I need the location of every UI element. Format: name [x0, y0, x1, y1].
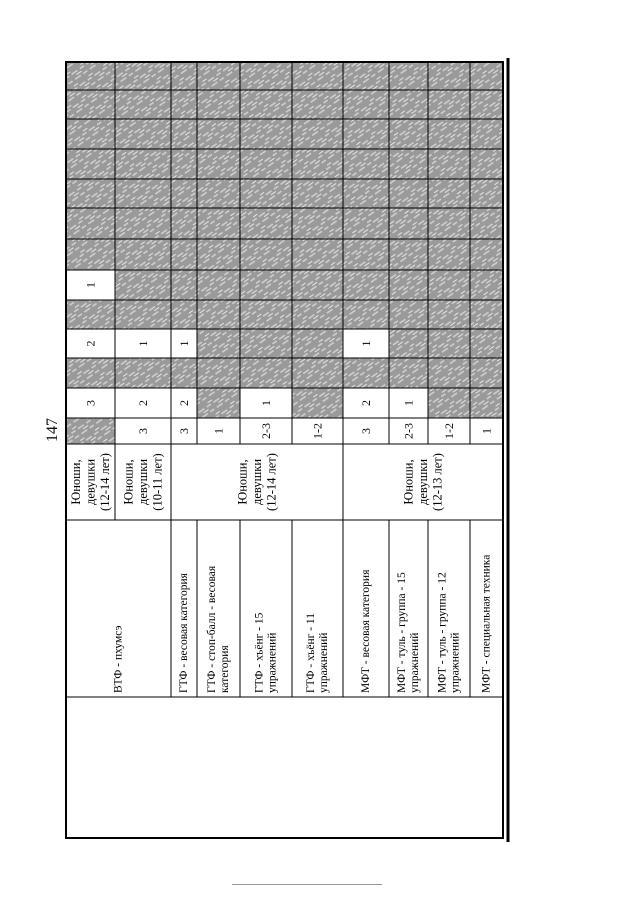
grid-cell — [240, 62, 292, 90]
grid-cell — [470, 329, 503, 358]
grid-cell — [389, 300, 428, 329]
grid-cell — [292, 239, 343, 270]
event-label — [206, 565, 231, 693]
grid-cell — [66, 208, 115, 239]
cell-value: 1 — [259, 400, 273, 406]
grid-cell — [66, 119, 115, 149]
grid-cell — [343, 179, 389, 208]
cell-value: 2-3 — [259, 423, 273, 439]
grid-cell — [343, 90, 389, 119]
grid-cell — [66, 300, 115, 329]
grid-cell — [171, 62, 197, 90]
age-group-label — [402, 453, 445, 511]
svg-text:(12-14 лет): (12-14 лет) — [97, 453, 112, 511]
grid-cell — [428, 329, 470, 358]
grid-cell — [389, 149, 428, 179]
event-label — [481, 555, 493, 693]
grid-cell — [470, 119, 503, 149]
svg-text:девушки: девушки — [416, 458, 430, 506]
grid-cell — [389, 239, 428, 270]
grid-cell — [240, 329, 292, 358]
svg-text:МФТ - туль - группа - 15: МФТ - туль - группа - 15 — [395, 572, 408, 693]
grid-cell — [171, 149, 197, 179]
svg-text:ВТФ - пхумсэ: ВТФ - пхумсэ — [112, 625, 125, 693]
grid-cell — [171, 358, 197, 388]
grid-cell — [197, 358, 240, 388]
svg-text:упражнений: упражнений — [409, 632, 422, 693]
svg-text:упражнений: упражнений — [266, 632, 279, 693]
svg-text:ГТФ - стоп-балл - весовая: ГТФ - стоп-балл - весовая — [205, 565, 218, 693]
event-label — [253, 612, 278, 693]
svg-text:(12-13 лет): (12-13 лет) — [430, 453, 445, 511]
cell-value: 2 — [83, 340, 98, 347]
grid-cell — [197, 90, 240, 119]
grid-cell — [343, 208, 389, 239]
svg-text:ГТФ - весовая категория: ГТФ - весовая категория — [178, 573, 190, 693]
grid-cell — [292, 329, 343, 358]
grid-cell — [197, 329, 240, 358]
cell-value: 1-2 — [310, 423, 325, 439]
grid-cell — [343, 270, 389, 300]
grid-cell — [292, 358, 343, 388]
grid-cell — [115, 208, 171, 239]
cell-value: 3 — [83, 400, 98, 406]
grid-cell — [470, 239, 503, 270]
grid-cell — [171, 270, 197, 300]
grid-cell — [240, 208, 292, 239]
grid-cell — [343, 62, 389, 90]
grid-cell — [197, 388, 240, 418]
event-label — [360, 569, 372, 693]
grid-cell — [470, 149, 503, 179]
grid-cell — [389, 62, 428, 90]
grid-cell — [197, 62, 240, 90]
grid-cell — [197, 179, 240, 208]
svg-text:упражнений: упражнений — [318, 632, 331, 693]
cell-value: 1 — [83, 282, 98, 288]
event-label — [436, 572, 461, 693]
grid-cell — [428, 119, 470, 149]
grid-cell — [292, 208, 343, 239]
grid-cell — [428, 388, 470, 418]
grid-cell — [66, 179, 115, 208]
grid-cell — [171, 300, 197, 329]
grid-cell — [240, 90, 292, 119]
grid-cell — [115, 119, 171, 149]
grid-cell — [240, 149, 292, 179]
svg-text:девушки: девушки — [136, 458, 150, 506]
svg-text:Юноши,: Юноши, — [69, 459, 84, 505]
grid-cell — [389, 329, 428, 358]
cell-value: 2-3 — [401, 423, 416, 439]
svg-text:Юноши,: Юноши, — [235, 459, 250, 505]
grid-cell — [343, 149, 389, 179]
age-group-label — [236, 453, 279, 511]
grid-cell — [115, 90, 171, 119]
grid-cell — [389, 270, 428, 300]
grid-cell — [428, 300, 470, 329]
grid-cell — [115, 358, 171, 388]
grid-cell — [171, 179, 197, 208]
grid-cell — [171, 239, 197, 270]
grid-cell — [66, 149, 115, 179]
cell-value: 1 — [401, 400, 416, 406]
cell-value: 3 — [359, 428, 373, 434]
grid-cell — [470, 90, 503, 119]
grid-cell — [389, 358, 428, 388]
grid-cell — [66, 358, 115, 388]
grid-cell — [470, 62, 503, 90]
svg-text:ГТФ - хъёнг - 15: ГТФ - хъёнг - 15 — [253, 612, 266, 693]
event-label — [113, 625, 125, 693]
event-label — [178, 572, 190, 693]
grid-cell — [115, 300, 171, 329]
cell-value: 1 — [359, 340, 373, 347]
grid-cell — [428, 270, 470, 300]
cell-value: 1 — [211, 428, 226, 434]
cell-value: 2 — [177, 400, 191, 406]
age-group-label — [122, 453, 165, 510]
grid-cell — [171, 208, 197, 239]
grid-cell — [428, 358, 470, 388]
grid-cell — [66, 90, 115, 119]
grid-cell — [343, 300, 389, 329]
cell-value: 3 — [136, 428, 150, 434]
grid-cell — [115, 239, 171, 270]
grid-cell — [197, 300, 240, 329]
grid-cell — [343, 239, 389, 270]
cell-value: 3 — [177, 428, 191, 434]
grid-cell — [292, 90, 343, 119]
grid-cell — [115, 179, 171, 208]
grid-cell — [197, 270, 240, 300]
grid-cell — [428, 208, 470, 239]
grid-cell — [470, 300, 503, 329]
svg-text:МФТ - специальная техника: МФТ - специальная техника — [480, 554, 493, 693]
cell-value: 2 — [136, 400, 150, 406]
grid-cell — [66, 418, 115, 444]
svg-text:МФТ - туль - группа - 12: МФТ - туль - группа - 12 — [436, 572, 449, 693]
svg-text:упражнений: упражнений — [449, 632, 462, 693]
grid-cell — [470, 270, 503, 300]
svg-text:(12-14 лет): (12-14 лет) — [264, 453, 279, 511]
grid-cell — [292, 149, 343, 179]
grid-cell — [428, 90, 470, 119]
grid-cell — [292, 179, 343, 208]
grid-cell — [389, 90, 428, 119]
grid-cell — [470, 179, 503, 208]
grid-cell — [428, 62, 470, 90]
grid-cell — [292, 62, 343, 90]
svg-text:ГТФ - хъёнг - 11: ГТФ - хъёнг - 11 — [304, 613, 317, 693]
grid-cell — [240, 179, 292, 208]
grid-cell — [428, 149, 470, 179]
event-label — [396, 572, 421, 693]
svg-text:девушки: девушки — [83, 458, 98, 506]
event-label — [305, 613, 330, 693]
grid-cell — [470, 388, 503, 418]
grid-cell — [470, 358, 503, 388]
svg-text:(10-11 лет): (10-11 лет) — [150, 453, 165, 511]
grid-cell — [115, 62, 171, 90]
svg-text:Юноши,: Юноши, — [121, 459, 136, 505]
cell-value: 2 — [359, 400, 373, 406]
cell-value: 1 — [177, 340, 191, 347]
grid-cell — [343, 358, 389, 388]
grid-cell — [171, 119, 197, 149]
grid-cell — [197, 239, 240, 270]
svg-text:МФТ - весовая категория: МФТ - весовая категория — [360, 569, 372, 693]
grid-cell — [240, 119, 292, 149]
svg-text:категория: категория — [219, 645, 232, 693]
grid-cell — [292, 300, 343, 329]
svg-text:Юноши,: Юноши, — [401, 459, 416, 505]
grid-cell — [389, 179, 428, 208]
age-group-label — [69, 453, 112, 511]
bottom-rule — [232, 884, 382, 885]
grid-cell — [343, 119, 389, 149]
grid-cell — [115, 270, 171, 300]
grid-cell — [115, 149, 171, 179]
grid-cell — [240, 270, 292, 300]
grid-cell — [240, 300, 292, 329]
grid-cell — [66, 239, 115, 270]
grid-cell — [197, 149, 240, 179]
grid-cell — [66, 62, 115, 90]
grid-cell — [428, 179, 470, 208]
svg-text:девушки: девушки — [250, 458, 264, 506]
grid-cell — [171, 90, 197, 119]
cell-value: 1 — [479, 428, 494, 434]
grid-cell — [292, 270, 343, 300]
grid-cell — [292, 388, 343, 418]
grid-cell — [292, 119, 343, 149]
page-number: 147 — [44, 418, 61, 442]
grid-cell — [197, 208, 240, 239]
cell-value: 1-2 — [442, 423, 456, 439]
grid-cell — [470, 208, 503, 239]
grid-cell — [240, 239, 292, 270]
cell-value: 1 — [136, 340, 150, 347]
grid-cell — [389, 208, 428, 239]
grid-cell — [428, 239, 470, 270]
grid-cell — [197, 119, 240, 149]
grid-cell — [389, 119, 428, 149]
grid-cell — [240, 358, 292, 388]
